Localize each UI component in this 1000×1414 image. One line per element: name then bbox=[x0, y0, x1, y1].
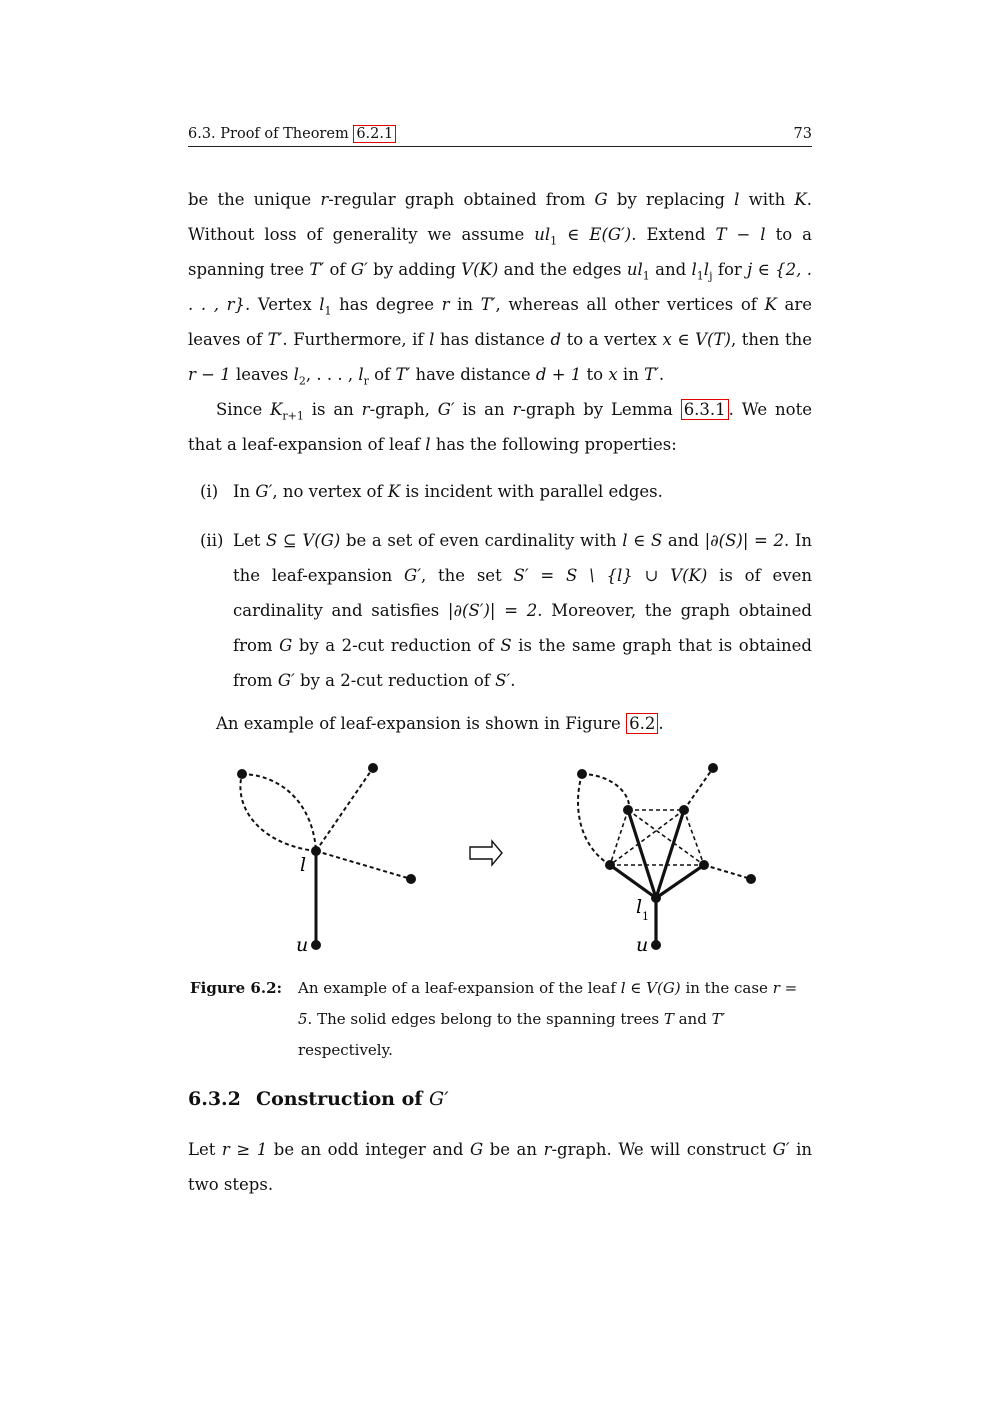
vertex-k bbox=[605, 860, 615, 870]
leaf-expansion-diagram bbox=[188, 755, 812, 955]
dashed-edge bbox=[610, 810, 628, 865]
page-number: 73 bbox=[793, 126, 812, 142]
label-l1: l bbox=[636, 896, 643, 918]
vertex bbox=[368, 763, 378, 773]
dashed-edge bbox=[316, 768, 373, 851]
vertex bbox=[746, 874, 756, 884]
dashed-edge bbox=[242, 774, 316, 851]
tree-edge bbox=[656, 810, 684, 898]
dashed-edge bbox=[684, 810, 704, 865]
tree-edge bbox=[628, 810, 656, 898]
tree-edge bbox=[656, 865, 704, 898]
list-item-ii: (ii) Let S ⊆ V(G) be a set of even cardinality with l ∈ S and |∂(S)| = 2. In the leaf-expansion G′, the set S′ = S \ {l} ∪ V(K) is of even cardinality and satisfies |∂(S′)| = 2. Moreover, the graph obtained from G by a 2-cut reduction of S is the same graph that is obtained from G′ by a 2-cut reduction of S′. bbox=[188, 523, 812, 698]
theorem-link[interactable]: 6.2.1 bbox=[353, 125, 396, 143]
body-text-after-heading bbox=[188, 1132, 812, 1202]
paragraph-construction: Let r ≥ 1 be an odd integer and G be an r-graph. We will construct G′ in two steps. bbox=[188, 1140, 812, 1194]
vertex-l bbox=[311, 846, 321, 856]
paragraph-2: Since $K_{r+1}$ is an r-graph, G′ is an r-graph by Lemma 6.3.1 . We note that a leaf-expansion of leaf l has the following properties: bbox=[188, 400, 812, 454]
list-label: (ii) bbox=[200, 531, 224, 550]
section-title: Construction of bbox=[256, 1088, 430, 1110]
running-header bbox=[188, 124, 812, 147]
header-section-title: 6.3. Proof of Theorem 6.2.1 bbox=[188, 126, 396, 142]
dashed-edge bbox=[610, 810, 684, 865]
implies-arrow-icon bbox=[470, 841, 502, 865]
vertex-k bbox=[699, 860, 709, 870]
vertex bbox=[577, 769, 587, 779]
label-u: u bbox=[636, 934, 649, 955]
label-l1-subscript: 1 bbox=[642, 910, 649, 923]
label-l: l bbox=[300, 854, 307, 876]
figure-caption bbox=[188, 973, 812, 1066]
vertex-u bbox=[311, 940, 321, 950]
dashed-edge bbox=[704, 865, 751, 879]
lemma-link[interactable]: 6.3.1 bbox=[681, 399, 729, 420]
dashed-edge bbox=[582, 774, 629, 810]
list-item-i: (i) In G′, no vertex of K is incident with parallel edges. bbox=[188, 474, 812, 509]
paragraph-1: be the unique r-regular graph obtained from G by replacing l with K. Without loss of generality we assume $ul_1$ ∈ E(G′). Extend T − l to a spanning tree T′ of G′ by adding V(K) and the edges $ul_1$ and $l_1l_j$ for j ∈ {2, . . . , r}. Vertex $l_1$ has degree r in T′, whereas all other vertices of K are leaves of T′. Furthermore, if l has distance d to a vertex x ∈ V(T), then the r − 1 leaves $l_2$, . . . , $l_r$ of T′ have distance d + 1 to x in T′. bbox=[188, 190, 813, 388]
vertex-u bbox=[651, 940, 661, 950]
list-label: (i) bbox=[200, 482, 219, 501]
caption-label: Figure 6.2: bbox=[190, 979, 283, 997]
graph-after bbox=[577, 763, 756, 955]
vertex bbox=[237, 769, 247, 779]
body-text bbox=[188, 182, 812, 741]
dashed-edge bbox=[316, 851, 411, 879]
dashed-edge bbox=[628, 810, 704, 865]
label-u: u bbox=[296, 934, 309, 955]
vertex-l1 bbox=[651, 893, 661, 903]
dashed-edge bbox=[684, 768, 713, 810]
vertex-k bbox=[623, 805, 633, 815]
dashed-edge bbox=[578, 774, 610, 865]
vertex-k bbox=[679, 805, 689, 815]
vertex bbox=[406, 874, 416, 884]
figure-link[interactable]: 6.2 bbox=[626, 713, 658, 734]
example-paragraph: An example of leaf-expansion is shown in Figure 6.2 . bbox=[216, 714, 664, 733]
section-heading: 6.3.2 Construction of G′ bbox=[188, 1088, 449, 1110]
property-list bbox=[188, 474, 812, 698]
vertex bbox=[708, 763, 718, 773]
graph-before bbox=[237, 763, 416, 955]
caption-text: An example of a leaf-expansion of the leaf l ∈ V(G) in the case r = 5. The solid edges belong to the spanning trees T and T′ respectively. bbox=[298, 979, 798, 1059]
figure-6-2 bbox=[188, 755, 812, 955]
section-number: 6.3.2 bbox=[188, 1088, 241, 1110]
